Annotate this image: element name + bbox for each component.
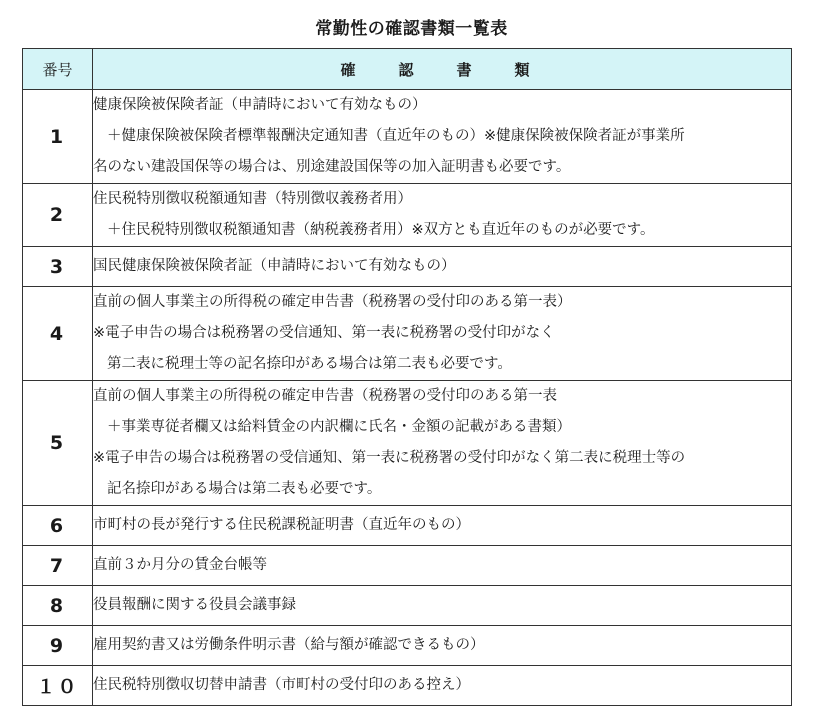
document-line: 第二表に税理士等の記名捺印がある場合は第二表も必要です。 [107, 356, 512, 372]
document-line: ※電子申告の場合は税務署の受信通知、第一表に税務署の受付印がなく第二表に税理士等の [93, 450, 686, 466]
row-number: 2 [23, 184, 93, 247]
row-number: 6 [23, 506, 93, 546]
row-documents [93, 626, 792, 666]
document-line: ＋事業専従者欄又は給料賃金の内訳欄に氏名・金額の記載がある書類） [107, 419, 571, 435]
document-line: 直前の個人事業主の所得税の確定申告書（税務署の受付印のある第一表） [93, 294, 572, 310]
table-row [23, 90, 792, 184]
documents-table [22, 48, 792, 706]
row-documents [93, 247, 792, 287]
table-header-row [23, 49, 792, 90]
row-documents [93, 90, 792, 184]
document-line: 住民税特別徴収切替申請書（市町村の受付印のある控え） [93, 677, 470, 693]
document-line: 記名捺印がある場合は第二表も必要です。 [107, 481, 382, 497]
table-row [23, 626, 792, 666]
document-line: 住民税特別徴収税額通知書（特別徴収義務者用） [93, 191, 412, 207]
row-number: 4 [23, 287, 93, 381]
row-documents [93, 586, 792, 626]
row-documents [93, 666, 792, 706]
table-row [23, 247, 792, 287]
row-number: 7 [23, 546, 93, 586]
row-number: 1 [23, 90, 93, 184]
row-documents [93, 381, 792, 506]
document-line: ＋健康保険被保険者標準報酬決定通知書（直近年のもの）※健康保険被保険者証が事業所 [107, 128, 685, 144]
row-documents [93, 546, 792, 586]
row-number: １０ [23, 666, 93, 706]
document-line: 直前の個人事業主の所得税の確定申告書（税務署の受付印のある第一表 [93, 388, 557, 404]
header-number: 番号 [23, 49, 93, 90]
document-line: ＋住民税特別徴収税額通知書（納税義務者用）※双方とも直近年のものが必要です。 [107, 222, 655, 238]
header-documents: 確 認 書 類 [93, 49, 792, 90]
row-number: 3 [23, 247, 93, 287]
row-documents [93, 506, 792, 546]
row-number: 8 [23, 586, 93, 626]
document-line: 雇用契約書又は労働条件明示書（給与額が確認できるもの） [93, 637, 485, 653]
table-row [23, 546, 792, 586]
table-row [23, 666, 792, 706]
row-documents [93, 287, 792, 381]
document-line: 役員報酬に関する役員会議事録 [93, 597, 296, 613]
row-number: 9 [23, 626, 93, 666]
document-line: 健康保険被保険者証（申請時において有効なもの） [93, 97, 427, 113]
document-line: 名のない建設国保等の場合は、別途建設国保等の加入証明書も必要です。 [93, 159, 571, 175]
table-row [23, 287, 792, 381]
table-row [23, 586, 792, 626]
row-number: 5 [23, 381, 93, 506]
table-row [23, 381, 792, 506]
document-line: 国民健康保険被保険者証（申請時において有効なもの） [93, 258, 456, 274]
row-documents [93, 184, 792, 247]
page-title: 常勤性の確認書類一覧表 [315, 19, 508, 39]
document-line: 直前３か月分の賃金台帳等 [93, 557, 267, 573]
document-line: 市町村の長が発行する住民税課税証明書（直近年のもの） [93, 517, 470, 533]
table-row [23, 184, 792, 247]
document-line: ※電子申告の場合は税務署の受信通知、第一表に税務署の受付印がなく [93, 325, 555, 341]
table-row [23, 506, 792, 546]
